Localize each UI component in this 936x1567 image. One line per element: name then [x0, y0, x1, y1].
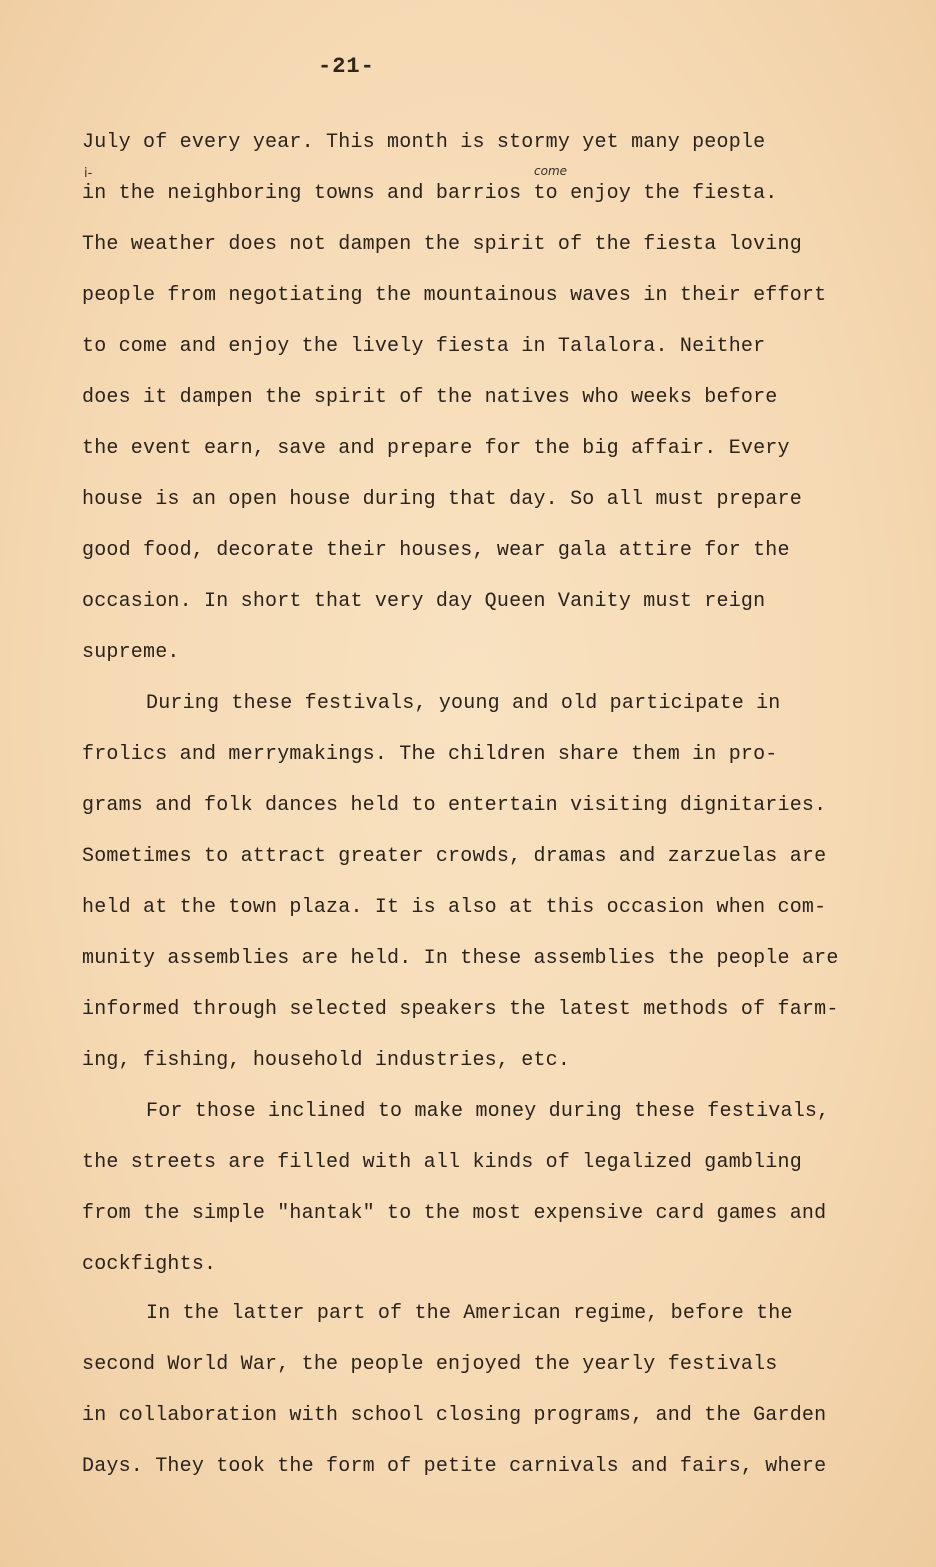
- text-line: people from negotiating the mountainous waves in their effort: [82, 284, 827, 307]
- text-line: from the simple "hantak" to the most expensive card games and: [82, 1202, 827, 1225]
- text-line: the streets are filled with all kinds of legalized gambling: [82, 1151, 802, 1174]
- text-line: cockfights.: [82, 1253, 217, 1276]
- text-line: second World War, the people enjoyed the yearly festivals: [82, 1353, 778, 1376]
- text-line: occasion. In short that very day Queen Vanity must reign: [82, 590, 766, 613]
- handwritten-insertion: come: [534, 164, 568, 178]
- paragraph-start-line: For those inclined to make money during these festivals,: [146, 1100, 830, 1123]
- text-line: ing, fishing, household industries, etc.: [82, 1049, 571, 1072]
- text-line: in collaboration with school closing programs, and the Garden: [82, 1404, 827, 1427]
- text-line: The weather does not dampen the spirit of the fiesta loving: [82, 233, 802, 256]
- text-line: Days. They took the form of petite carnivals and fairs, where: [82, 1455, 827, 1478]
- text-line: in the neighboring towns and barrios to enjoy the fiesta.: [82, 182, 778, 205]
- text-line: the event earn, save and prepare for the big affair. Every: [82, 437, 790, 460]
- text-line: held at the town plaza. It is also at this occasion when com-: [82, 896, 827, 919]
- paragraph-start-line: In the latter part of the American regime, before the: [146, 1302, 793, 1325]
- text-line: grams and folk dances held to entertain visiting dignitaries.: [82, 794, 827, 817]
- page-number: -21-: [318, 54, 375, 79]
- text-line: July of every year. This month is stormy yet many people: [82, 131, 766, 154]
- text-line: informed through selected speakers the latest methods of farm-: [82, 998, 839, 1021]
- text-line: Sometimes to attract greater crowds, dramas and zarzuelas are: [82, 845, 827, 868]
- text-line: munity assemblies are held. In these assemblies the people are: [82, 947, 839, 970]
- text-line: to come and enjoy the lively fiesta in Talalora. Neither: [82, 335, 766, 358]
- text-line: does it dampen the spirit of the natives who weeks before: [82, 386, 778, 409]
- text-line: house is an open house during that day. So all must prepare: [82, 488, 802, 511]
- margin-mark: i-: [84, 166, 93, 181]
- paragraph-start-line: During these festivals, young and old participate in: [146, 692, 781, 715]
- text-line: good food, decorate their houses, wear gala attire for the: [82, 539, 790, 562]
- text-line: supreme.: [82, 641, 180, 664]
- text-line: frolics and merrymakings. The children share them in pro-: [82, 743, 778, 766]
